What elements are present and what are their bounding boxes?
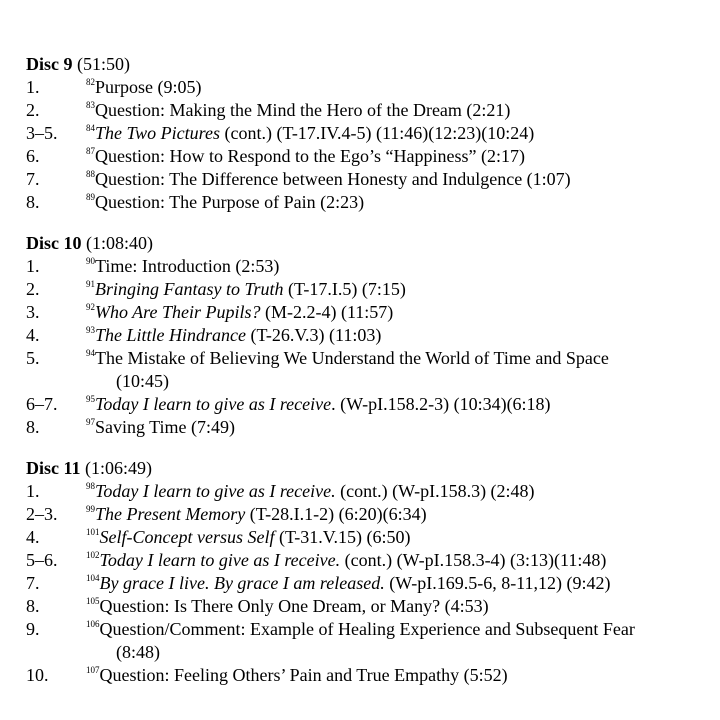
footnote-marker: 83 xyxy=(86,100,95,110)
title-text: Question: Feeling Others’ Pain and True Empathy (5:52) xyxy=(99,665,508,685)
track-title xyxy=(86,191,364,214)
title-text: (cont.) (W-pI.158.3) (2:48) xyxy=(335,481,535,501)
footnote-marker: 93 xyxy=(86,325,95,335)
footnote-marker: 98 xyxy=(86,481,95,491)
track-title xyxy=(86,526,410,549)
title-italic: Bringing Fantasy to Truth xyxy=(95,279,284,299)
track-title xyxy=(86,618,635,641)
title-text: Question: How to Respond to the Ego’s “Happiness” (2:17) xyxy=(95,146,525,166)
title-text: (M-2.2-4) (11:57) xyxy=(260,302,394,322)
track-title xyxy=(86,416,235,439)
disc-heading xyxy=(26,53,130,76)
title-text: . (W-pI.158.2-3) (10:34)(6:18) xyxy=(331,394,551,414)
track-title xyxy=(86,549,606,572)
disc-title: Disc 9 xyxy=(26,54,73,74)
track-number: 3. xyxy=(26,302,40,322)
track-number: 1. xyxy=(26,77,40,97)
track-title xyxy=(86,76,202,99)
footnote-marker: 90 xyxy=(86,256,95,266)
track-title xyxy=(86,301,393,324)
track-number: 1. xyxy=(26,256,40,276)
track-number: 2. xyxy=(26,100,40,120)
title-italic: Who Are Their Pupils? xyxy=(95,302,261,322)
footnote-marker: 104 xyxy=(86,573,100,583)
track-title xyxy=(86,503,427,526)
title-italic: The Little Hindrance xyxy=(95,325,246,345)
track-number: 9. xyxy=(26,619,40,639)
track-title xyxy=(86,393,551,416)
footnote-marker: 101 xyxy=(86,527,100,537)
track-number: 7. xyxy=(26,169,40,189)
title-italic: By grace I live. By grace I am released. xyxy=(99,573,385,593)
footnote-marker: 91 xyxy=(86,279,95,289)
title-text: (T-31.V.15) (6:50) xyxy=(274,527,411,547)
title-italic: The Two Pictures xyxy=(95,123,220,143)
disc-duration: (1:08:40) xyxy=(86,233,153,253)
footnote-marker: 94 xyxy=(86,348,95,358)
track-title xyxy=(86,664,508,687)
footnote-marker: 88 xyxy=(86,169,95,179)
footnote-marker: 95 xyxy=(86,394,95,404)
title-italic: The Present Memory xyxy=(95,504,246,524)
track-number: 1. xyxy=(26,481,40,501)
title-text: The Mistake of Believing We Understand the World of Time and Space xyxy=(95,348,609,368)
footnote-marker: 84 xyxy=(86,123,95,133)
track-title xyxy=(86,278,406,301)
track-title xyxy=(86,255,279,278)
title-text: (T-28.I.1-2) (6:20)(6:34) xyxy=(245,504,427,524)
disc-heading xyxy=(26,232,153,255)
track-duration-continued: (10:45) xyxy=(116,371,169,391)
track-title xyxy=(86,122,534,145)
disc-heading xyxy=(26,457,152,480)
track-number: 10. xyxy=(26,665,49,685)
track-title xyxy=(86,324,381,347)
title-italic: Self-Concept versus Self xyxy=(99,527,275,547)
footnote-marker: 97 xyxy=(86,417,95,427)
track-number: 3–5. xyxy=(26,123,58,143)
track-number: 2. xyxy=(26,279,40,299)
title-text: Question: The Difference between Honesty and Indulgence (1:07) xyxy=(95,169,571,189)
title-text: (cont.) (W-pI.158.3-4) (3:13)(11:48) xyxy=(340,550,607,570)
title-text: (T-26.V.3) (11:03) xyxy=(246,325,382,345)
title-text: Question/Comment: Example of Healing Experience and Subsequent Fear xyxy=(99,619,635,639)
track-title xyxy=(86,347,609,370)
track-number: 5–6. xyxy=(26,550,58,570)
track-title xyxy=(86,99,510,122)
footnote-marker: 106 xyxy=(86,619,100,629)
title-italic: Today I learn to give as I receive. xyxy=(95,481,336,501)
disc-duration: (51:50) xyxy=(77,54,130,74)
track-number: 2–3. xyxy=(26,504,58,524)
footnote-marker: 87 xyxy=(86,146,95,156)
track-number: 4. xyxy=(26,325,40,345)
title-text: (T-17.I.5) (7:15) xyxy=(283,279,406,299)
track-title xyxy=(86,480,535,503)
track-number: 8. xyxy=(26,596,40,616)
title-italic: Today I learn to give as I receive. xyxy=(99,550,341,570)
track-number: 8. xyxy=(26,192,40,212)
track-title xyxy=(86,145,525,168)
footnote-marker: 99 xyxy=(86,504,95,514)
footnote-marker: 102 xyxy=(86,550,100,560)
track-title xyxy=(86,595,489,618)
footnote-marker: 92 xyxy=(86,302,95,312)
disc-title: Disc 10 xyxy=(26,233,82,253)
track-number: 8. xyxy=(26,417,40,437)
track-number: 4. xyxy=(26,527,40,547)
footnote-marker: 89 xyxy=(86,192,95,202)
track-number: 6–7. xyxy=(26,394,58,414)
footnote-marker: 105 xyxy=(86,596,100,606)
title-text: Question: Making the Mind the Hero of the Dream (2:21) xyxy=(95,100,511,120)
title-text: (cont.) (T-17.IV.4-5) (11:46)(12:23)(10:24) xyxy=(220,123,535,143)
footnote-marker: 82 xyxy=(86,77,95,87)
title-text: (W-pI.169.5-6, 8-11,12) (9:42) xyxy=(384,573,611,593)
title-text: Purpose (9:05) xyxy=(95,77,202,97)
track-number: 7. xyxy=(26,573,40,593)
title-text: Saving Time (7:49) xyxy=(95,417,236,437)
footnote-marker: 107 xyxy=(86,665,100,675)
track-number: 6. xyxy=(26,146,40,166)
title-italic: Today I learn to give as I receive xyxy=(95,394,332,414)
track-number: 5. xyxy=(26,348,40,368)
disc-title: Disc 11 xyxy=(26,458,81,478)
disc-duration: (1:06:49) xyxy=(85,458,153,478)
track-duration-continued: (8:48) xyxy=(116,642,160,662)
title-text: Question: Is There Only One Dream, or Many? (4:53) xyxy=(99,596,489,616)
track-title xyxy=(86,168,571,191)
title-text: Time: Introduction (2:53) xyxy=(95,256,280,276)
title-text: Question: The Purpose of Pain (2:23) xyxy=(95,192,365,212)
track-title xyxy=(86,572,611,595)
